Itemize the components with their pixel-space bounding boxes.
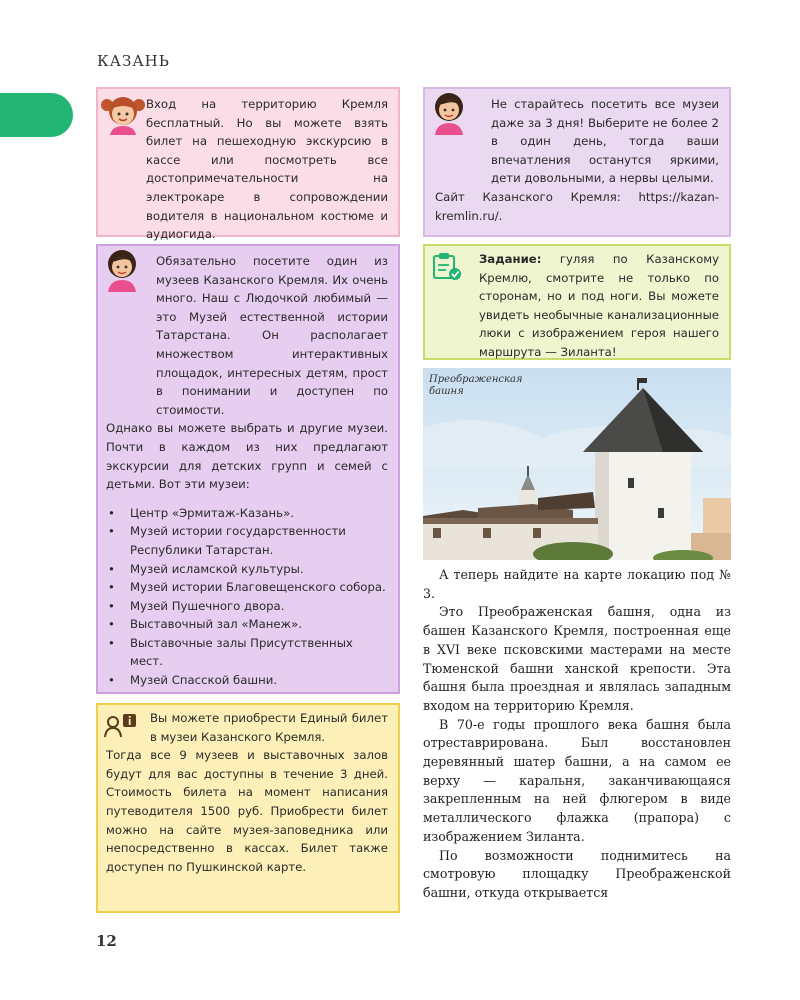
- list-item: • Музей исламской культуры.: [106, 560, 388, 579]
- list-item: • Центр «Эрмитаж-Казань».: [106, 504, 388, 523]
- task-label: Задание:: [479, 252, 542, 266]
- article-text: [423, 566, 731, 903]
- list-item: • Музей истории Благовещенского собора.: [106, 578, 388, 597]
- article-paragraph: В 70-е годы прошлого века башня была отреставрирована. Был восстановлен деревянный шатер башни, а на самом ее верху — каральня, заканчивающаяся закрепленным на ней флюгером в виде металлического флажка (прапора) с изображением Зиланта.: [423, 716, 731, 844]
- kremlin-site-link[interactable]: Сайт Казанского Кремля: https://kazan-kremlin.ru/.: [435, 189, 719, 223]
- girl-avatar-icon: [100, 93, 146, 135]
- section-tab: [0, 93, 73, 137]
- list-item: • Выставочные залы Присутственных мест.: [106, 634, 388, 671]
- ticket-text: Тогда все 9 музеев и выставочных залов будут для вас доступны в течение 3 дней. Стоимость билета на момент написания путеводителя 1500 руб. Приобрести билет можно на сайте музея-заповедника или непосредственно в кассах. Билет также доступен по Пушкинской карте.: [106, 748, 388, 874]
- tip-museum-more: Однако вы можете выбрать и другие музеи. Почти в каждом из них предлагают экскурсии для детских групп и семей с детьми. Вот эти музеи:: [106, 421, 388, 492]
- tip-box-entry: [96, 87, 400, 242]
- list-item: • Музей Спасской башни.: [106, 671, 388, 690]
- article-paragraph: По возможности поднимитесь на смотровую площадку Преображенской башни, откуда открывается: [423, 847, 731, 900]
- tip-box-museums: [96, 244, 400, 694]
- tip-days-text: Не старайтесь посетить все музеи даже за 3 дня! Выберите не более 2 в один день, тогда ваши впечатления останутся яркими, дети довольными, а нервы целыми.: [491, 97, 719, 186]
- photo-caption: Преображенская башня: [429, 374, 523, 397]
- tower-photo: [423, 368, 731, 560]
- page-number: 12: [96, 932, 117, 950]
- ticket-lead: Вы можете приобрести Единый билет в музеи Казанского Кремля.: [150, 711, 388, 744]
- article-paragraph: Это Преображенская башня, одна из башен Казанского Кремля, построенная еще в XVI веке псковскими мастерами на месте Тюменской башни ханской крепости. Эта башня была проездная и являлась западным входом на территорию Кремля.: [423, 604, 731, 713]
- list-item: • Выставочный зал «Манеж».: [106, 615, 388, 634]
- list-item: • Музей Пушечного двора.: [106, 597, 388, 616]
- section-title: КАЗАНЬ: [97, 52, 170, 70]
- task-box: [423, 244, 731, 360]
- list-item: • Музей истории государственности Республики Татарстан.: [106, 522, 388, 559]
- task-text: [435, 250, 719, 362]
- article-paragraph: А теперь найдите на карте локацию под № 3.: [423, 567, 731, 601]
- tip-museum-intro: Обязательно посетите один из музеев Казанского Кремля. Их очень много. Наш с Людочкой любимый — это Музей естественной истории Татарстана. Он располагает множеством интерактивных площадок, интересных детям, прост в понимании и доступен по стоимости.: [156, 254, 388, 417]
- tip-entry-text: Вход на территорию Кремля бесплатный. Но вы можете взять билет на пешеходную экскурсию в кассе или посмотреть все достопримечательности на электрокаре в сопровождении водителя в национальном костюме и аудиогида.: [146, 97, 388, 242]
- task-body: гуляя по Казанскому Кремлю, смотрите не только по сторонам, но и под ноги. Вы можете увидеть необычные канализационные люки с изображением героя нашего маршрута — Зиланта!: [479, 252, 719, 359]
- museum-list: [106, 504, 388, 690]
- tip-box-days: [423, 87, 731, 237]
- ticket-box: [96, 703, 400, 913]
